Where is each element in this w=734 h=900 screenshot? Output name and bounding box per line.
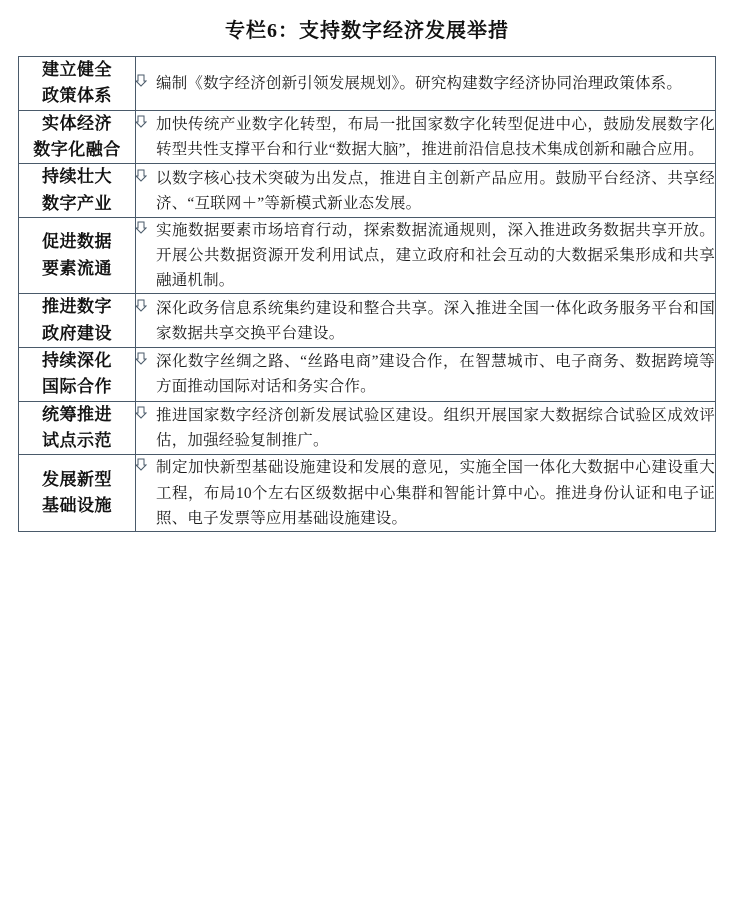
row-body — [136, 57, 716, 111]
row-body — [136, 164, 716, 218]
row-label-line: 数字化融合 — [33, 140, 121, 160]
row-label-line: 推进数字 — [42, 297, 112, 317]
table-row — [19, 218, 716, 294]
row-body — [136, 294, 716, 348]
row-label-line: 发展新型 — [42, 469, 112, 489]
diamond-arrow-bullet-icon — [136, 349, 156, 371]
row-label — [19, 164, 136, 218]
page-title: 专栏6：支持数字经济发展举措 — [225, 20, 509, 42]
row-body — [136, 348, 716, 402]
row-body-inner — [136, 166, 715, 216]
row-body — [136, 455, 716, 531]
row-label — [19, 57, 136, 111]
row-body — [136, 110, 716, 164]
row-body-inner — [136, 296, 715, 346]
row-body-text: 以数字核心技术突破为出发点，推进自主创新产品应用。鼓励平台经济、共享经济、“互联网＋”等新模式新业态发展。 — [156, 169, 715, 212]
row-label-line: 要素流通 — [42, 258, 112, 278]
table-row — [19, 294, 716, 348]
table-row — [19, 110, 716, 164]
row-label-line: 统筹推进 — [42, 404, 112, 424]
row-label-line: 持续壮大 — [42, 167, 112, 187]
row-label-line: 试点示范 — [42, 431, 112, 451]
row-label — [19, 294, 136, 348]
row-label-line: 实体经济 — [42, 113, 112, 133]
row-label-line: 基础设施 — [42, 496, 112, 516]
row-label-line: 国际合作 — [42, 377, 112, 397]
measures-table — [18, 56, 716, 532]
row-body — [136, 401, 716, 455]
table-row — [19, 57, 716, 111]
diamond-arrow-bullet-icon — [136, 296, 156, 318]
row-body-text: 推进国家数字经济创新发展试验区建设。组织开展国家大数据综合试验区成效评估，加强经验复制推广。 — [156, 407, 715, 450]
row-label-line: 政府建设 — [42, 323, 112, 343]
table-row — [19, 348, 716, 402]
diamond-arrow-bullet-icon — [136, 71, 156, 93]
row-body-text: 实施数据要素市场培育行动，探索数据流通规则，深入推进政务数据共享开放。开展公共数据资源开发利用试点，建立政府和社会互动的大数据采集形成和共享融通机制。 — [156, 222, 715, 290]
diamond-arrow-bullet-icon — [136, 218, 156, 240]
row-body — [136, 218, 716, 294]
diamond-arrow-bullet-icon — [136, 112, 156, 134]
row-body-inner — [136, 403, 715, 453]
table-body — [19, 57, 716, 532]
row-body-inner — [136, 71, 715, 96]
row-label-line: 建立健全 — [42, 60, 112, 79]
diamond-arrow-bullet-icon — [136, 455, 156, 477]
row-body-inner — [136, 455, 715, 530]
row-label — [19, 455, 136, 531]
row-label-line: 持续深化 — [42, 351, 112, 371]
row-label — [19, 348, 136, 402]
row-label — [19, 401, 136, 455]
row-body-text: 编制《数字经济创新引领发展规划》。研究构建数字经济协同治理政策体系。 — [156, 74, 683, 92]
diamond-arrow-bullet-icon — [136, 403, 156, 425]
row-label-line: 数字产业 — [42, 193, 112, 213]
row-label — [19, 110, 136, 164]
row-body-inner — [136, 218, 715, 293]
row-label-line: 促进数据 — [42, 232, 112, 252]
row-body-text: 加快传统产业数字化转型，布局一批国家数字化转型促进中心，鼓励发展数字化转型共性支撑平台和行业“数据大脑”，推进前沿信息技术集成创新和融合应用。 — [156, 115, 715, 159]
table-row — [19, 164, 716, 218]
diamond-arrow-bullet-icon — [136, 166, 156, 188]
row-body-text: 深化数字丝绸之路、“丝路电商”建设合作，在智慧城市、电子商务、数据跨境等方面推动国际对话和务实合作。 — [156, 353, 715, 396]
row-body-text: 深化政务信息系统集约建设和整合共享。深入推进全国一体化政务服务平台和国家数据共享交换平台建设。 — [156, 299, 715, 342]
row-label-line: 政策体系 — [42, 86, 112, 106]
row-body-inner — [136, 349, 715, 399]
table-row — [19, 455, 716, 531]
row-body-text: 制定加快新型基础设施建设和发展的意见，实施全国一体化大数据中心建设重大工程，布局10个左右区级数据中心集群和智能计算中心。推进身份认证和电子证照、电子发票等应用基础设施建设。 — [156, 459, 715, 527]
table-row — [19, 401, 716, 455]
row-label — [19, 218, 136, 294]
row-body-inner — [136, 112, 715, 162]
